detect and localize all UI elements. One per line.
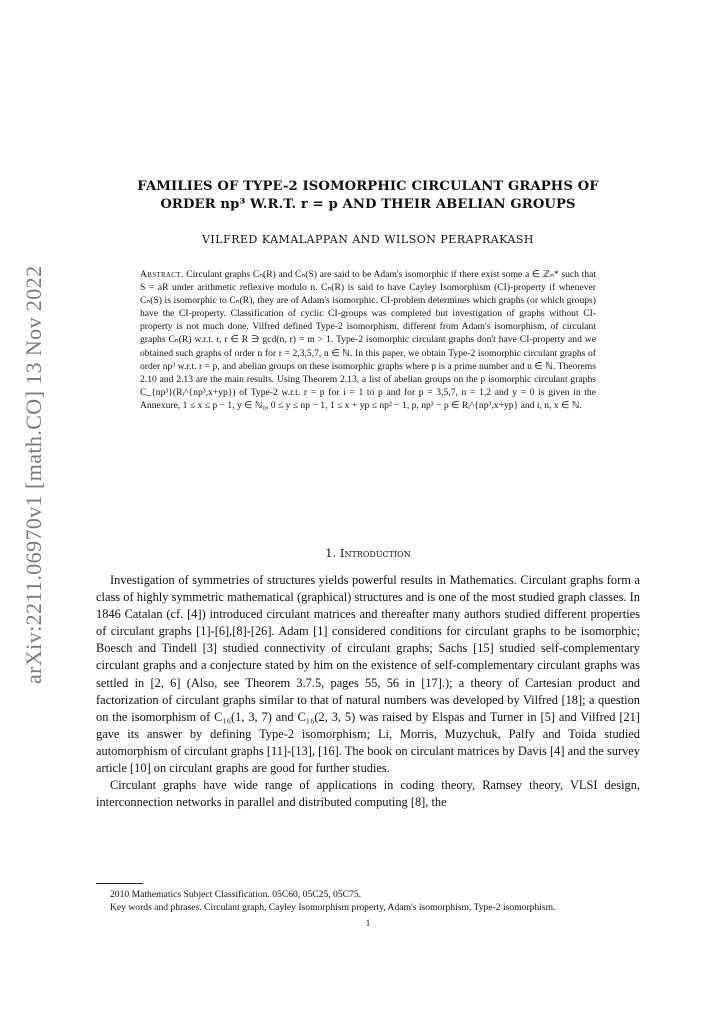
- footnote-divider: [96, 883, 143, 884]
- section-number: 1.: [325, 546, 337, 560]
- abstract-label: Abstract.: [140, 269, 184, 280]
- introduction-body: [96, 572, 640, 811]
- section-heading: [96, 546, 640, 560]
- abstract-text: Circulant graphs Cₙ(R) and Cₙ(S) are said to be Adam's isomorphic if there exist some a ∈ ℤₙ* such that S = aR under arithmetic reflexive modulo n. Cₙ(R) is said to have Cayley Isomorphism (CI)-property if whenever Cₙ(S) is isomorphic to Cₙ(R), they are of Adam's isomorphic. CI-problem determines which graphs (or which groups) have the CI-property. Classification of cyclic CI-groups was completed but investigation of graphs without CI-property is not much done. Vilfred defined Type-2 isomorphism, different from Adam's isomorphism, of circulant graphs Cₙ(R) w.r.t. r, r ∈ R ∋ gcd(n, r) = m > 1. Type-2 isomorphic circulant graphs don't have CI-property and we obtained such graphs of order n for r = 2,3,5,7, n ∈ ℕ. In this paper, we obtain Type-2 isomorphic circulant graphs of order np³ w.r.t. r = p, and abelian groups on these isomorphic graphs where p is a prime number and n ∈ ℕ. Theorems 2.10 and 2.13 are the main results. Using Theorem 2.13, a list of abelian groups on the p isomorphic circulant graphs C_{np³}(Rᵢ^{np³,x+yp}) of Type-2 w.r.t. r = p for i = 1 to p and for p = 3,5,7, n = 1,2 and y = 0 is given in the Annexure, 1 ≤ x ≤ p − 1, y ∈ ℕ₀, 0 ≤ y ≤ np − 1, 1 ≤ x + yp ≤ np² − 1, p, np³ − p ∈ Rᵢ^{np³,x+yp} and i, n, x ∈ ℕ.: [140, 269, 596, 411]
- author-list: VILFRED KAMALAPPAN AND WILSON PERAPRAKASH: [201, 233, 535, 246]
- intro-paragraph-1: Investigation of symmetries of structures yields powerful results in Mathematics. Circulant graphs form a class of highly symmetric mathematical (graphical) structures and is one of the most studied graph classes. In 1846 Catalan (cf. [4]) introduced circulant matrices and thereafter many authors studied different properties of circulant graphs [1]-[6],[8]-[26]. Adam [1] considered conditions for circulant graphs to be isomorphic; Boesch and Tindell [3] studied connectivity of circulant graphs; Sachs [15] studied self-complementary circulant graphs and a conjecture stated by him on the existence of self-complementary circulant graphs was settled in [2, 6] (Also, see Theorem 3.7.5, pages 55, 56 in [17].); a theory of Cartesian product and factorization of circulant graphs similar to that of natural numbers was developed by Vilfred [18]; a question on the isomorphism of C₁₆(1, 3, 7) and C₁₆(2, 3, 5) was raised by Elspas and Turner in [5] and Vilfred [21] gave its answer by defining Type-2 isomorphism; Li, Morris, Muzychuk, Palfy and Toida studied automorphism of circulant graphs [11]-[13], [16]. The book on circulant matrices by Davis [4] and the survey article [10] on circulant graphs are good for further studies.: [96, 573, 640, 776]
- arxiv-identifier-stamp: arXiv:2211.06970v1 [math.CO] 13 Nov 2022: [21, 265, 46, 684]
- msc-classification: 2010 Mathematics Subject Classification. 05C60, 05C25, 05C75.: [110, 889, 362, 900]
- paper-title: [96, 178, 640, 214]
- title-line-2: ORDER np³ W.R.T. r = p AND THEIR ABELIAN GROUPS: [160, 197, 576, 212]
- footnotes-block: [96, 889, 640, 929]
- keywords-note: Key words and phrases. Circulant graph, Cayley Isomorphism property, Adam's isomorphism, Type-2 isomorphism.: [110, 901, 556, 913]
- page-number: 1: [365, 917, 371, 928]
- intro-paragraph-2: Circulant graphs have wide range of applications in coding theory, Ramsey theory, VLSI design, interconnection networks in parallel and distributed computing [8], the: [96, 778, 640, 810]
- abstract-block: [140, 268, 596, 412]
- section-title: Introduction: [339, 546, 411, 560]
- title-line-1: FAMILIES OF TYPE-2 ISOMORPHIC CIRCULANT GRAPHS OF: [137, 179, 599, 194]
